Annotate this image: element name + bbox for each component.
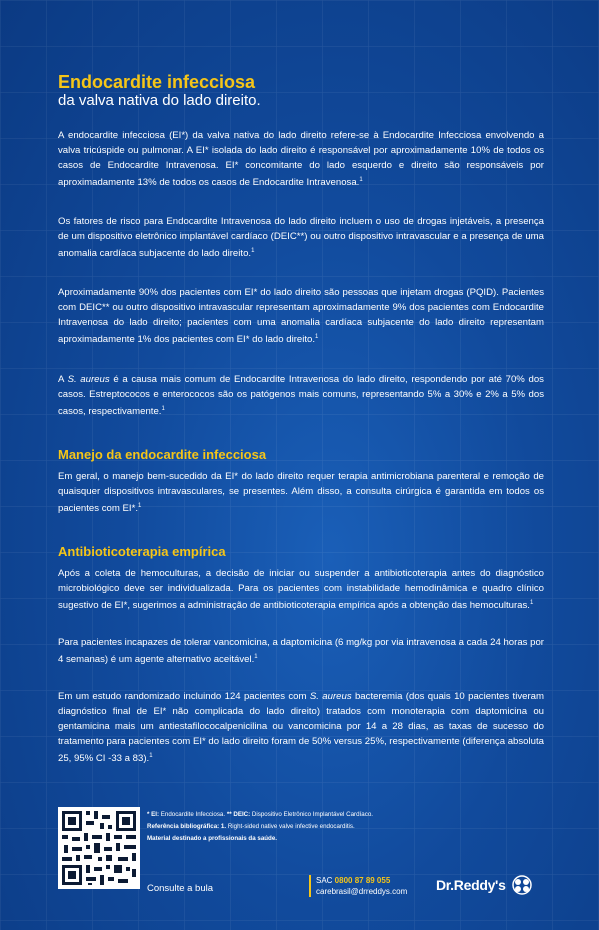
disclaimer [147,833,447,845]
brand-logo [436,874,535,896]
manejo-heading: Manejo da endocardite infecciosa [58,446,267,462]
logo-text: Dr.Reddy's [436,877,506,893]
antibio-p1-text: Após a coleta de hemoculturas, a decisão de iniciar ou suspender a antibioticoterapia antes do diagnóstico microbiológico deve ser individualizada. Para os pacientes com instabilidade hemodinâmica e quadro clínico sugestivo de EI*, sugerimos a administração de antibioticoterapia empírica após a obtenção das hemoculturas. [58,567,544,612]
antibio-p3-rest: bacteremia (dos quais 10 pacientes tiveram diagnóstico final de EI* não complicada do lado direito) tratados com monoterapia com daptomicina ou gentamicina mais um antiestafilococalpenicilina ou vancomicina por 14 a 28 dias, as taxas de sucesso do tratamento para pacientes com EI* do lado direito foram de 50% versus 25%, respectivamente (diferença absoluta 25, 95% CI -33 a 83). [58,691,544,765]
antibio-paragraph-1 [58,566,544,613]
qr-code-icon[interactable] [58,807,140,889]
reference-label: Referência bibliográfica: 1. [147,823,227,830]
disclaimer-text: Material destinado a profissionais da saúde. [147,835,277,842]
dr-reddys-logo-icon [509,874,535,896]
intro-paragraph-3 [58,285,544,347]
aureus-rest: é a causa mais comum de Endocardite Intravenosa do lado direito, respondendo por até 70% dos casos. Estreptococos e enterococos são os patógenos mais comuns, representando 5% a 30% e 2% a 5% dos casos, respectivamente. [58,373,544,417]
aureus-italic: S. aureus [67,373,110,385]
ref-mark: 1 [254,654,258,661]
contact-email[interactable]: carebrasil@drreddys.com [316,887,408,896]
abbrev-text-ei: Endocardite Infecciosa. [159,811,227,818]
intro-paragraph-1 [58,128,544,190]
ref-mark: 1 [149,753,153,760]
antibio-paragraph-2 [58,635,544,667]
antibio-paragraph-3 [58,689,544,766]
page-subtitle: da valva nativa do lado direito. [58,92,261,109]
page-title: Endocardite infecciosa [58,72,256,92]
qr-code-graphic [58,807,140,889]
sac-contact [309,875,407,897]
ref-mark: 1 [529,599,534,606]
intro-paragraph-1-text: A endocardite infecciosa (EI*) da valva nativa do lado direito refere-se à Endocardite Infecciosa envolvendo a valva tricúspide ou pulmonar. A EI* isolada do lado direito é responsável por aproximadamente 10% de todos os casos de Endocardite Intravenosa. EI* concomitante do lado esquerdo e direito são responsáveis por aproximadamente 13% de todos os casos de Endocardite Intravenosa. [58,130,544,189]
antibio-p2-text: Para pacientes incapazes de tolerar vancomicina, a daptomicina (6 mg/kg por via intravenosa a cada 24 horas por 4 semanas) é um agente alternativo aceitável. [58,637,544,666]
main-content [58,72,544,767]
reference [147,821,447,833]
manejo-paragraph [58,469,544,516]
ref-mark: 1 [251,248,255,255]
sac-phone[interactable]: 0800 87 89 055 [334,876,391,885]
aureus-prefix: A [58,373,68,385]
ref-mark: 1 [359,177,363,183]
intro-paragraph-2 [58,214,544,261]
antibio-heading: Antibioticoterapia empírica [58,543,226,559]
abbrev-label-ei: * EI: [147,811,160,818]
intro-paragraph-3-text: Aproximadamente 90% dos pacientes com EI* do lado direito são pessoas que injetam drogas (PQID). Pacientes com DEIC** ou outro dispositivo intravascular representam aproximadamente 9% dos pacientes com Endocardite Intravenosa do lado direito; pacientes com uma anomalia cardíaca subjacente do lado direito representam aproximadamente 1% dos pacientes com EI* do lado direito. [58,287,544,346]
ref-mark: 1 [161,405,165,412]
antibio-p3-italic: S. aureus [309,691,352,703]
ref-mark: 1 [138,502,142,509]
reference-text: Right-sided native valve infective endocarditis. [226,823,355,830]
antibio-p3-prefix: Em um estudo randomizado incluindo 124 pacientes com [58,691,310,703]
abbreviations [147,809,447,821]
intro-paragraph-2-text: Os fatores de risco para Endocardite Intravenosa do lado direito incluem o uso de drogas injetáveis, a presença de um dispositivo eletrônico implantável cardíaco (DEIC**) ou outro dispositivo intravascular e a presença de uma anomalia cardíaca subjacente do lado direito. [58,216,544,260]
sac-line [316,875,407,886]
consulte-bula-link[interactable]: Consulte a bula [147,883,214,894]
abbrev-label-deic: ** DEIC: [226,811,251,818]
aureus-paragraph [58,372,544,419]
manejo-text: Em geral, o manejo bem-sucedido da EI* do lado direito requer terapia antimicrobiana parenteral e remoção de quaisquer dispositivos intravasculares, se presentes. Além disso, a consulta cirúrgica é garantida em todos os pacientes com EI*. [58,470,544,514]
ref-mark: 1 [315,334,319,341]
sac-label: SAC [316,876,335,885]
footnotes [147,809,447,845]
abbrev-text-deic: Dispositivo Eletrônico Implantável Cardíaco. [250,811,373,818]
